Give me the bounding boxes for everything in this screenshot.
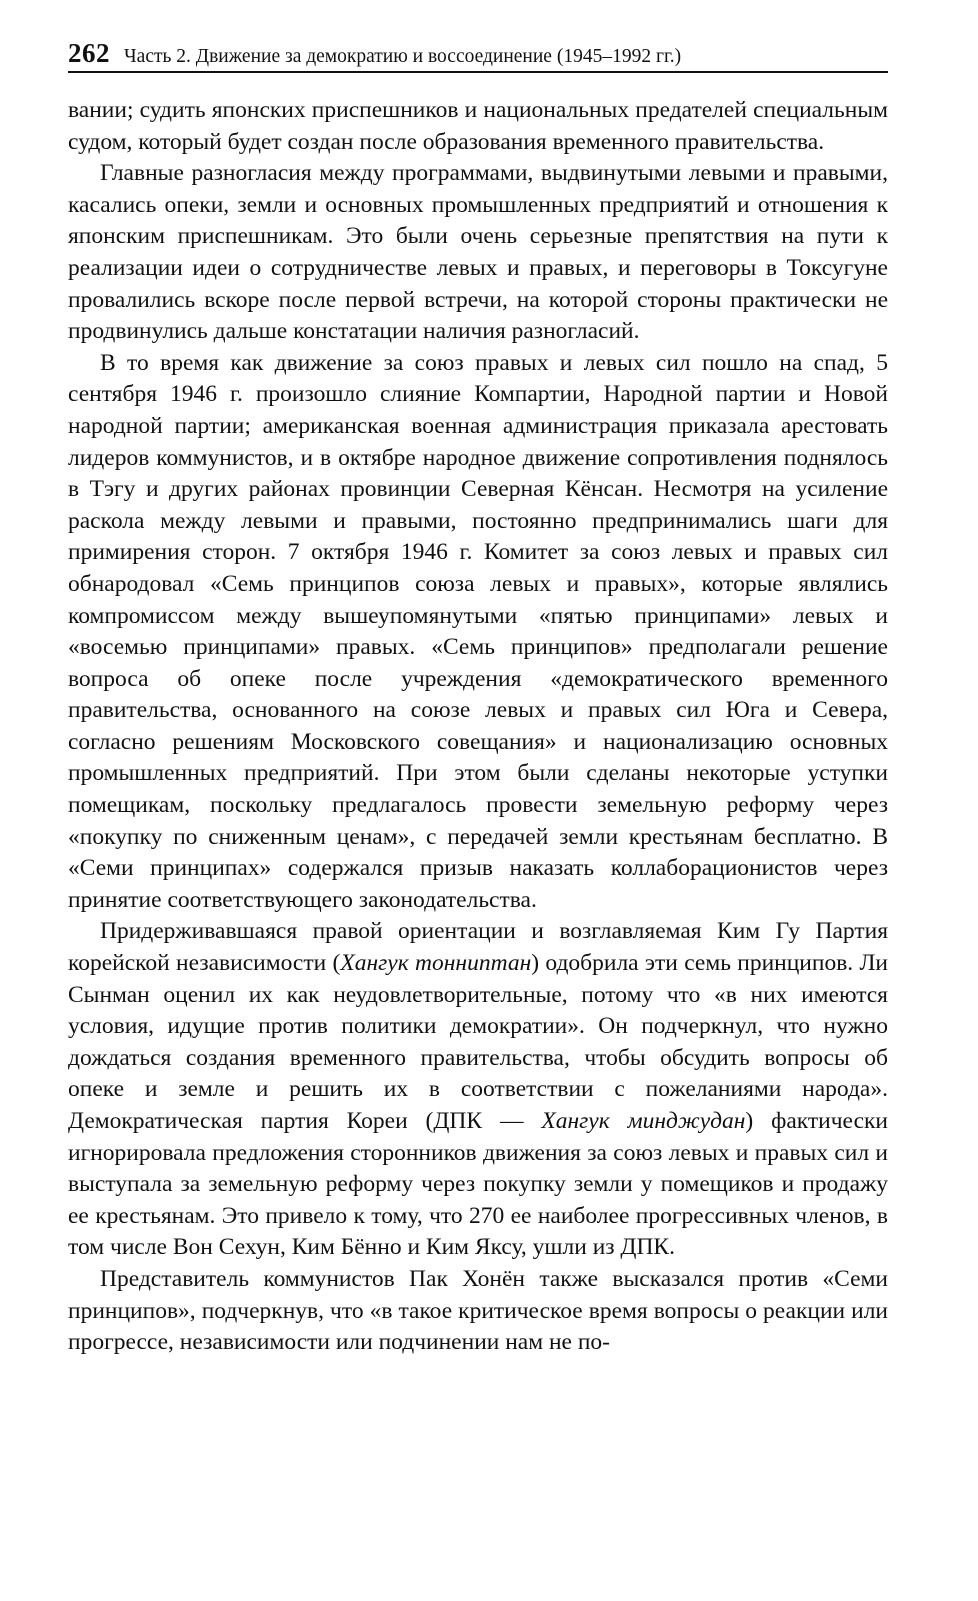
paragraph	[68, 348, 888, 917]
text-segment: вании; судить японских приспешников и национальных предателей специальным судом, который будет создан после образования временного правительства.	[68, 97, 888, 155]
text-segment: В то время как движение за союз правых и левых сил пошло на спад, 5 сентября 1946 г. произошло слияние Компартии, Народной партии и Новой народной партии; американская военная администрация приказала арестовать лидеров коммунистов, и в октябре народное движение сопротивления поднялось в Тэгу и других районах провинции Северная Кёнсан. Несмотря на усиление раскола между левыми и правыми, постоянно предпринимались шаги для примирения сторон. 7 октября 1946 г. Комитет за союз левых и правых сил обнародовал «Семь принципов союза левых и правых», которые являлись компромиссом между вышеупомянутыми «пятью принципами» левых и «восемью принципами» правых. «Семь принципов» предполагали решение вопроса об опеке после учреждения «демократического временного правительства, основанного на союзе левых и правых сил Юга и Севера, согласно решениям Московского совещания» и национализацию основных промышленных предприятий. При этом были сделаны некоторые уступки помещикам, поскольку предлагалось провести земельную реформу через «покупку по сниженным ценам», с передачей земли крестьянам бесплатно. В «Семи принципах» содержался призыв наказать коллаборационистов через принятие соответствующего законодательства.	[68, 349, 888, 913]
paragraph	[68, 1264, 888, 1359]
text-segment: Придерживавшаяся правой ориентации и возглавляемая Ким Гу Партия корейской независимости (	[68, 918, 888, 977]
text-segment: Представитель коммунистов Пак Хонён также высказался против «Семи принципов», подчеркнув, что «в такое критическое время вопросы о реакции или прогрессе, независимости или подчинении нам не по-	[68, 1265, 888, 1356]
paragraph	[68, 916, 888, 1264]
running-title: Часть 2. Движение за демократию и воссоединение (1945–1992 гг.)	[124, 46, 682, 67]
running-header	[68, 38, 888, 73]
paragraph	[68, 95, 888, 158]
paragraph	[68, 158, 888, 348]
italic-term: Хангук минджудан	[541, 1108, 746, 1134]
text-segment: ) одобрила эти семь принципов. Ли Сынман оценил их как неудовлетворительные, потому что «в них имеются условия, идущие против политики демократии». Он подчеркнул, что нужно дождаться создания временного правительства, чтобы обсудить вопросы об опеке и земле и решить их в соответствии с пожеланиями народа». Демократическая партия Кореи (ДПК —	[68, 950, 889, 1134]
page-number: 262	[68, 38, 110, 68]
text-segment: ) фактически игнорировала предложения сторонников движения за союз левых и правых сил и выступала за земельную реформу через покупку земли у помещиков и продажу ее крестьянам. Это привело к тому, что 270 ее наиболее прогрессивных членов, в том числе Вон Сехун, Ким Бённо и Ким Яксу, ушли из ДПК.	[68, 1108, 888, 1261]
body-text	[68, 95, 888, 1359]
text-segment: Главные разногласия между программами, выдвинутыми левыми и правыми, касались опеки, земли и основных промышленных предприятий и отношения к японским приспешникам. Это были очень серьезные препятствия на пути к реализации идеи о сотрудничестве левых и правых, и переговоры в Токсугуне провалились вскоре после первой встречи, на которой стороны практически не продвинулись дальше констатации наличия разногласий.	[68, 160, 888, 345]
book-page	[68, 38, 888, 1359]
italic-term: Хангук тонниптан	[340, 950, 532, 977]
